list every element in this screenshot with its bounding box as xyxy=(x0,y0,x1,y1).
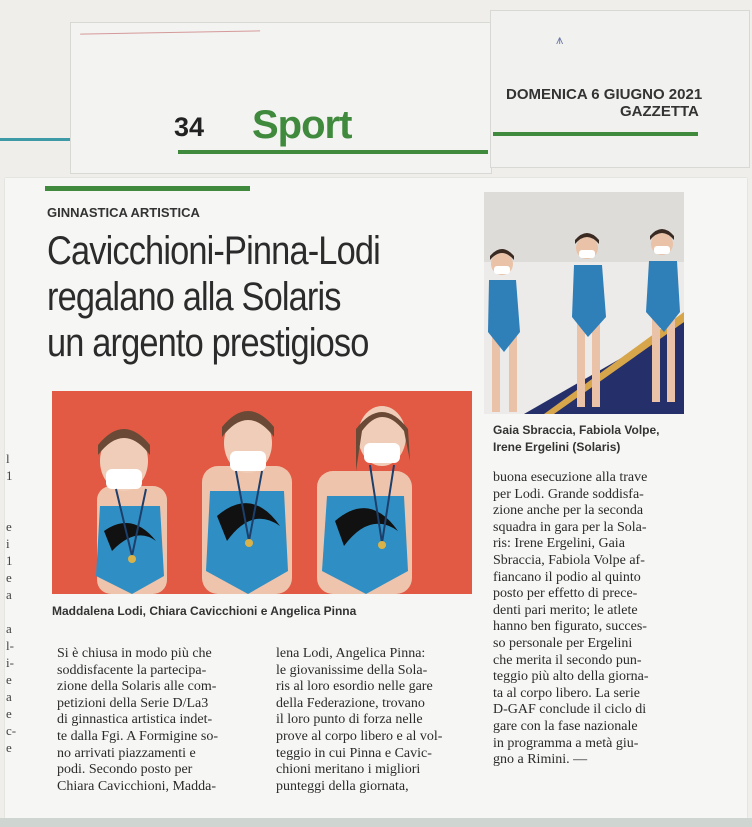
margin-fragment: l xyxy=(6,451,10,466)
article-column-3 xyxy=(493,470,692,769)
date-rule xyxy=(493,132,698,136)
article-column-1 xyxy=(57,646,247,795)
issue-date: DOMENICA 6 GIUGNO 2021 xyxy=(506,86,703,103)
headline-line: regalano alla Solaris xyxy=(47,275,341,319)
margin-fragment: i- xyxy=(6,655,14,670)
text-line: no arrivati piazzamenti e xyxy=(57,745,196,761)
team-photo-solaris-a xyxy=(52,391,472,594)
text-line: gare con la fase nazionale xyxy=(493,718,638,734)
margin-fragment: e xyxy=(6,706,12,721)
margin-fragment xyxy=(6,603,22,620)
text-line: hanno ben figurato, succes- xyxy=(493,619,647,635)
text-line: podi. Secondo posto per xyxy=(57,762,193,778)
text-line: posto per effetto di prece- xyxy=(493,586,638,602)
scanner-bottom-bar xyxy=(0,818,752,827)
section-title: Sport xyxy=(252,103,352,147)
text-line: soddisfacente la partecipa- xyxy=(57,662,207,678)
margin-fragment: i xyxy=(6,536,10,551)
text-line: D-GAF conclude il ciclo di xyxy=(493,702,647,718)
text-line: chioni meritano i migliori xyxy=(276,762,421,778)
text-line: per Lodi. Grande soddisfa- xyxy=(493,486,644,502)
text-line: della Federazione, trovano xyxy=(276,695,425,711)
text-line: petizioni della Serie D/La3 xyxy=(57,695,209,711)
text-line: fiancano il podio al quinto xyxy=(493,569,641,585)
text-line: Chiara Cavicchioni, Madda- xyxy=(57,778,217,794)
headline-line: un argento prestigioso xyxy=(47,321,369,365)
text-line: gno a Rimini. — xyxy=(493,752,588,768)
headline-line: Cavicchioni-Pinna-Lodi xyxy=(47,229,380,273)
margin-fragment: e xyxy=(6,740,12,755)
text-line: Sbraccia, Fabiola Volpe af- xyxy=(493,552,645,568)
newspaper-name: GAZZETTA xyxy=(620,103,699,120)
text-line: squadra in gara per la Sola- xyxy=(493,519,647,535)
caption-line: Irene Ergelini (Solaris) xyxy=(493,440,621,454)
text-line: Si è chiusa in modo più che xyxy=(57,646,212,661)
text-line: le giovanissime della Sola- xyxy=(276,662,428,678)
section-rule xyxy=(178,150,488,154)
margin-fragment: c- xyxy=(6,723,17,738)
margin-fragment: 1 xyxy=(6,468,13,483)
text-line: lena Lodi, Angelica Pinna: xyxy=(276,646,426,661)
text-line: ta al corpo libero. La serie xyxy=(493,685,640,701)
article-headline xyxy=(47,228,417,366)
margin-fragment xyxy=(6,484,22,501)
margin-fragments xyxy=(6,450,22,756)
text-line: teggio in cui Pinna e Cavic- xyxy=(276,745,432,761)
photo-caption-main: Maddalena Lodi, Chiara Cavicchioni e Angelica Pinna xyxy=(52,604,357,618)
text-line: buona esecuzione alla trave xyxy=(493,470,648,485)
text-line: so personale per Ergelini xyxy=(493,635,633,651)
article-column-2 xyxy=(276,646,473,795)
margin-fragment: e xyxy=(6,570,12,585)
text-line: prove al corpo libero e al vol- xyxy=(276,728,443,744)
text-line: ris al loro esordio nelle gare xyxy=(276,679,433,695)
text-line: zione della Solaris alle com- xyxy=(57,679,217,695)
margin-fragment xyxy=(6,501,22,518)
margin-fragment: a xyxy=(6,621,12,636)
article-kicker: GINNASTICA ARTISTICA xyxy=(47,205,200,220)
margin-fragment: a xyxy=(6,689,12,704)
margin-fragment: e xyxy=(6,672,12,687)
text-line: denti pari merito; le atlete xyxy=(493,602,638,618)
scribble-line xyxy=(80,16,260,34)
text-line: che merita il secondo pun- xyxy=(493,652,642,668)
text-line: il loro punto di forza nelle xyxy=(276,712,423,728)
page-number: 34 xyxy=(174,112,205,142)
text-line: te dalla Fgi. A Formigine so- xyxy=(57,728,218,744)
team-photo-solaris-b xyxy=(484,192,684,414)
text-line: zione anche per la seconda xyxy=(493,503,644,519)
teal-rule xyxy=(0,138,70,141)
text-line: di ginnastica artistica indet- xyxy=(57,712,213,728)
margin-fragment: l- xyxy=(6,638,14,653)
caption-line: Gaia Sbraccia, Fabiola Volpe, xyxy=(493,423,660,437)
kicker-rule xyxy=(45,186,250,191)
margin-fragment: e xyxy=(6,519,12,534)
text-line: in programma a metà giu- xyxy=(493,735,639,751)
margin-fragment: a xyxy=(6,587,12,602)
margin-fragment: 1 xyxy=(6,553,13,568)
text-line: punteggi della giornata, xyxy=(276,778,409,794)
text-line: teggio più alto della giorna- xyxy=(493,669,649,685)
photo-caption-right xyxy=(493,422,703,456)
text-line: ris: Irene Ergelini, Gaia xyxy=(493,536,625,552)
pen-mark-icon: ⩚ xyxy=(556,32,564,47)
